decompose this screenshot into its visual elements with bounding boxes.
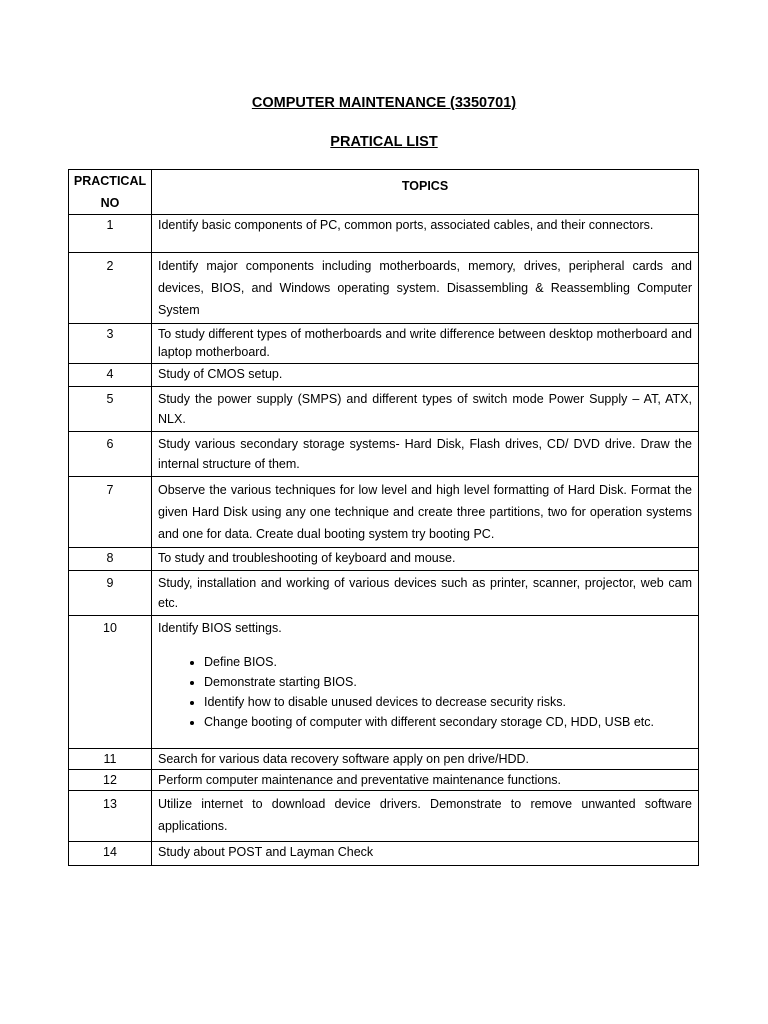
- practical-no: 2: [69, 253, 152, 324]
- practical-topic: Identify basic components of PC, common ports, associated cables, and their connectors.: [152, 215, 699, 253]
- table-row: [69, 616, 699, 749]
- practical-no: 3: [69, 324, 152, 364]
- practical-no: 13: [69, 791, 152, 842]
- practical-no: 1: [69, 215, 152, 253]
- practical-list-table: [68, 169, 699, 866]
- practical-no: 11: [69, 749, 152, 770]
- table-row: [69, 571, 699, 616]
- practical-no: 14: [69, 842, 152, 866]
- practical-topic: To study different types of motherboards and write difference between desktop motherboard and laptop motherboard.: [152, 324, 699, 364]
- list-item: • Demonstrate starting BIOS.: [204, 672, 692, 692]
- table-row: [69, 548, 699, 571]
- table-row: [69, 324, 699, 364]
- practical-no: 4: [69, 364, 152, 387]
- practical-topic: To study and troubleshooting of keyboard and mouse.: [152, 548, 699, 571]
- list-item: • Define BIOS.: [204, 652, 692, 672]
- practical-no: 5: [69, 387, 152, 432]
- practical-no: 8: [69, 548, 152, 571]
- practical-no: 12: [69, 770, 152, 791]
- table-header-row: [69, 170, 699, 215]
- table-row: [69, 253, 699, 324]
- header-topics: TOPICS: [152, 170, 699, 215]
- practical-no: 9: [69, 571, 152, 616]
- practical-topic: Study the power supply (SMPS) and different types of switch mode Power Supply – AT, ATX, NLX.: [152, 387, 699, 432]
- table-row: [69, 842, 699, 866]
- practical-topic: Identify BIOS settings.: [158, 621, 282, 635]
- practical-topic: Perform computer maintenance and preventative maintenance functions.: [152, 770, 699, 791]
- list-item: • Identify how to disable unused devices to decrease security risks.: [204, 692, 692, 712]
- table-row: [69, 477, 699, 548]
- practical-topic: Identify major components including motherboards, memory, drives, peripheral cards and devices, BIOS, and Windows operating system. Disassembling & Reassembling Computer System: [152, 253, 699, 324]
- practical-topic: Study various secondary storage systems- Hard Disk, Flash drives, CD/ DVD drive. Draw the internal structure of them.: [152, 432, 699, 477]
- practical-topic-cell: [152, 616, 699, 749]
- header-practical-no: PRACTICAL NO: [69, 170, 152, 215]
- practical-topic: Search for various data recovery software apply on pen drive/HDD.: [152, 749, 699, 770]
- table-row: [69, 770, 699, 791]
- practical-no: 10: [69, 616, 152, 749]
- practical-topic: Study of CMOS setup.: [152, 364, 699, 387]
- document-title: COMPUTER MAINTENANCE (3350701): [251, 95, 517, 111]
- table-row: [69, 791, 699, 842]
- practical-no: 6: [69, 432, 152, 477]
- table-row: [69, 364, 699, 387]
- practical-topic: Study, installation and working of various devices such as printer, scanner, projector, web cam etc.: [152, 571, 699, 616]
- practical-topic: Observe the various techniques for low level and high level formatting of Hard Disk. Format the given Hard Disk using any one technique and create three partitions, two for operation systems and one for data. Create dual booting system try booting PC.: [152, 477, 699, 548]
- bios-tasks-list: [158, 652, 692, 732]
- list-item: • Change booting of computer with different secondary storage CD, HDD, USB etc.: [204, 712, 692, 732]
- practical-topic: Utilize internet to download device drivers. Demonstrate to remove unwanted software applications.: [152, 791, 699, 842]
- table-row: [69, 432, 699, 477]
- practical-no: 7: [69, 477, 152, 548]
- table-row: [69, 749, 699, 770]
- practical-topic: Study about POST and Layman Check: [152, 842, 699, 866]
- table-row: [69, 215, 699, 253]
- table-row: [69, 387, 699, 432]
- document-subtitle: PRATICAL LIST: [330, 134, 438, 150]
